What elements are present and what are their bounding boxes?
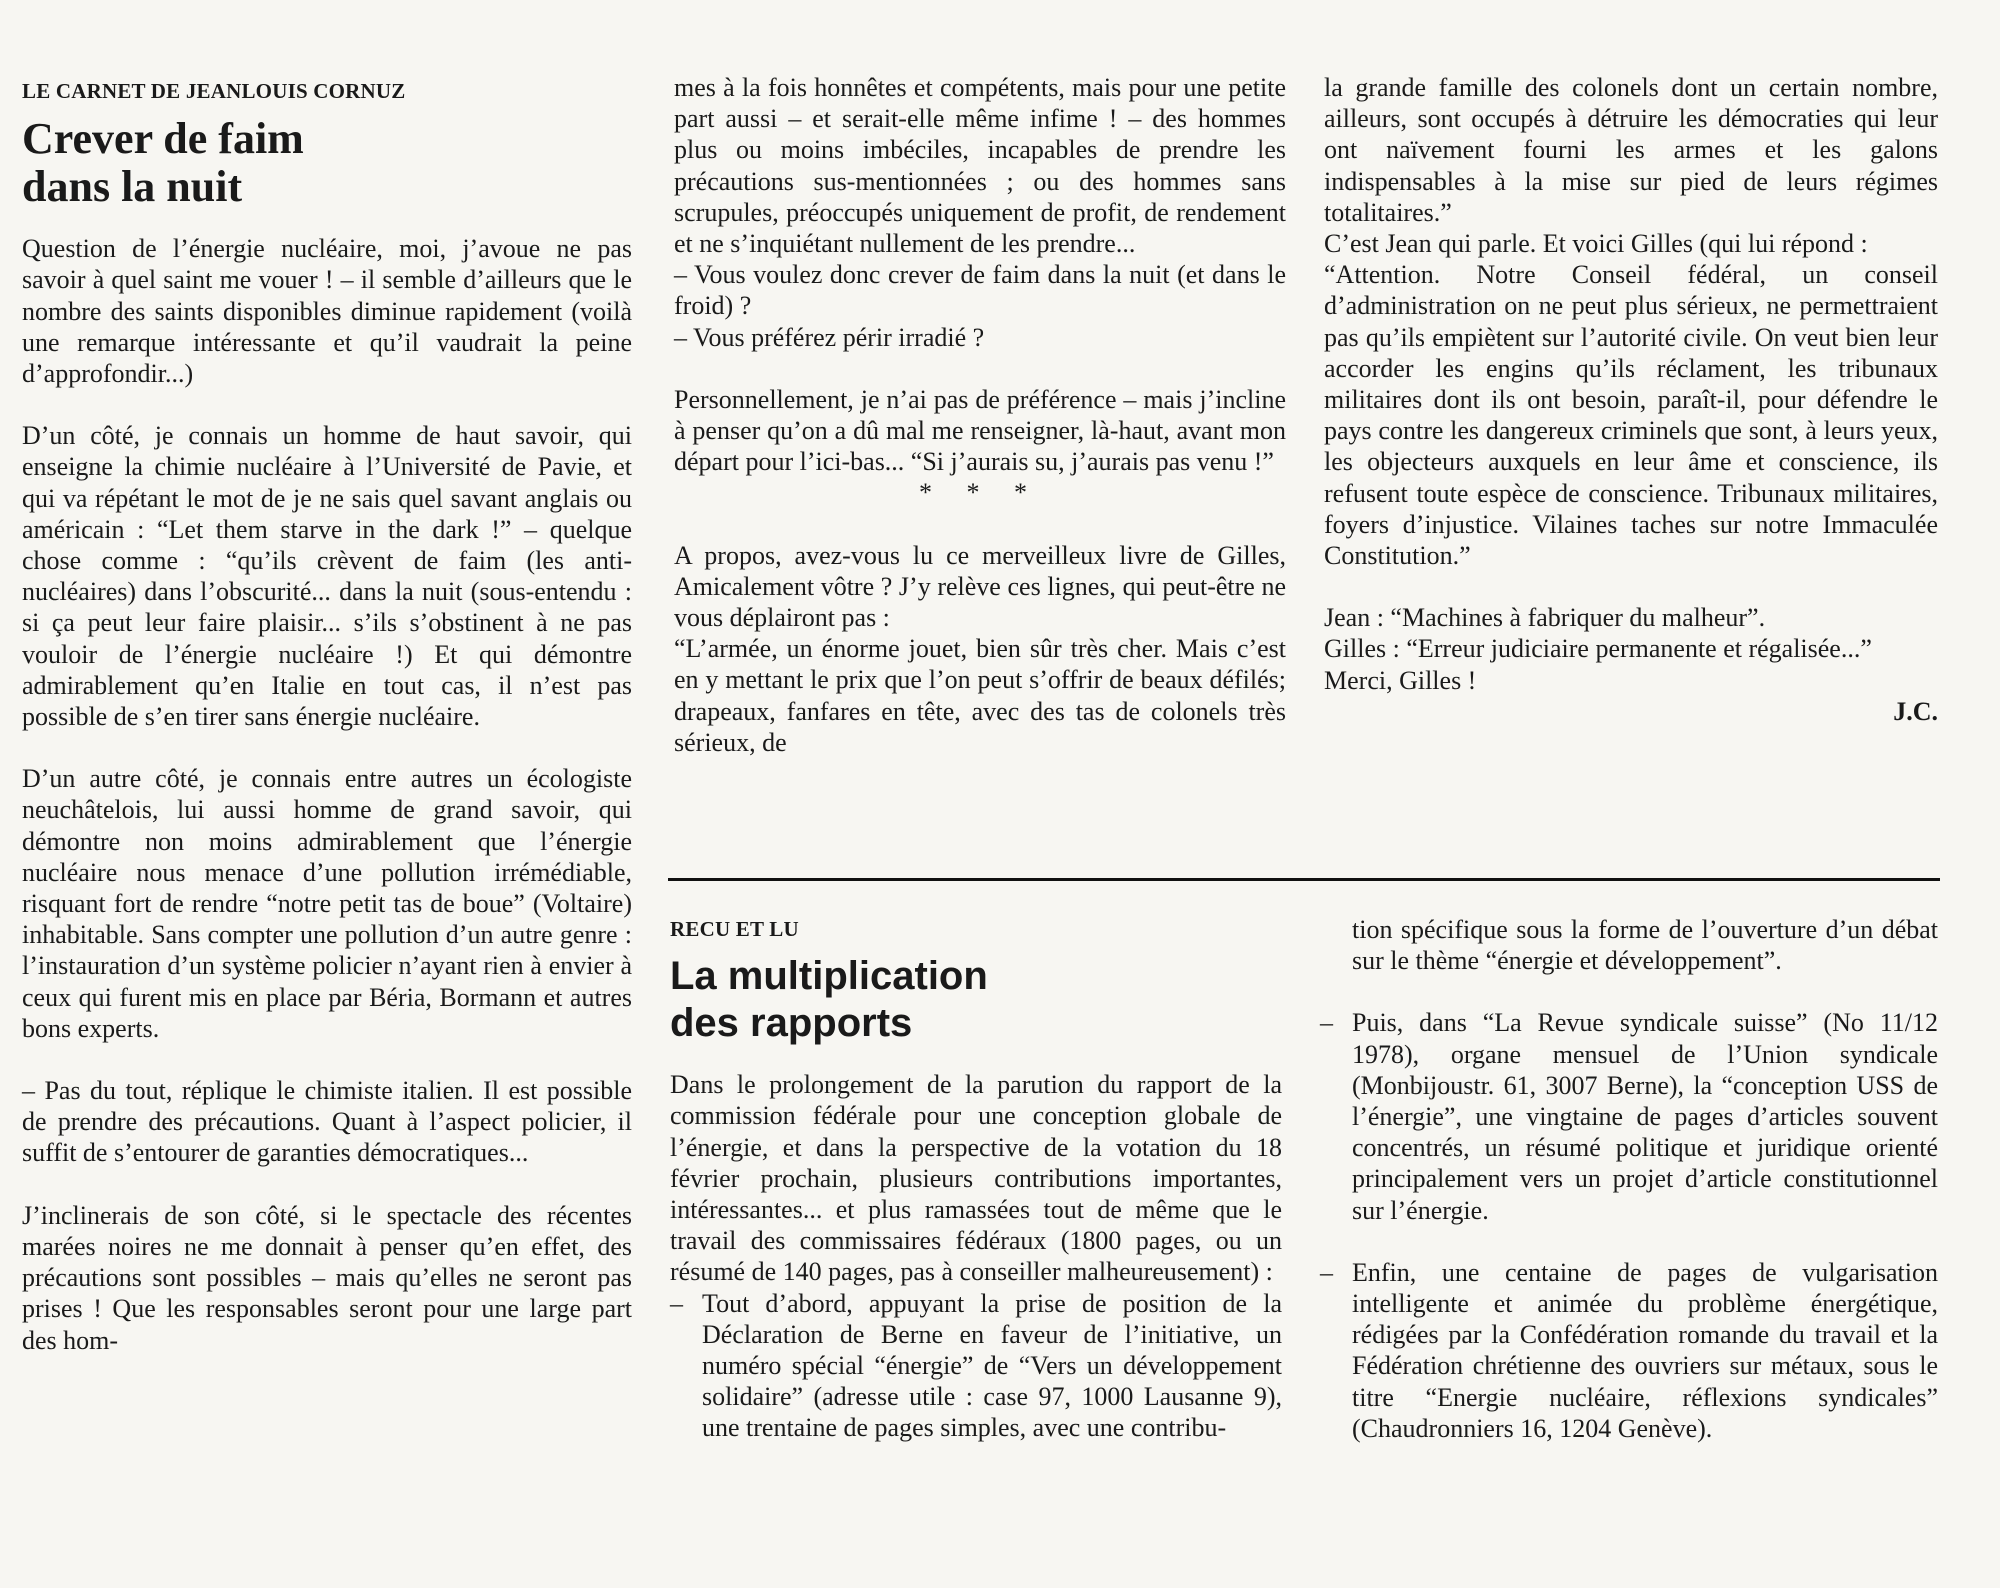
list-item: [1320, 1257, 1938, 1444]
article2-title: [670, 953, 1282, 1047]
paragraph: mes à la fois honnêtes et compétents, mais pour une petite part aussi – et serait-elle même infime ! – des hommes plus ou moins imbéciles, incapables de prendre les précautions sus-mentionnées ; ou des hommes sans scrupules, préoccupés uniquement de profit, de rendement et ne s’inquiétant nullement de les prendre...: [674, 73, 1286, 259]
paragraph: – Vous voulez donc crever de faim dans la nuit (et dans le froid) ?: [674, 260, 1286, 321]
paragraph: Gilles : “Erreur judiciaire permanente et régalisée...”: [1324, 634, 1872, 664]
list-item-text: Enfin, une centaine de pages de vulgarisation intelligente et animée du problème énergétique, rédigées par la Confédération romande du travail et la Fédération chrétienne des ouvriers sur métaux, sous le titre “Energie nucléaire, réflexions syndicales” (Chaudronniers 16, 1204 Genève).: [1352, 1257, 1938, 1443]
list-dash: –: [1320, 1008, 1333, 1038]
paragraph: “Attention. Notre Conseil fédéral, un conseil d’administration on ne peut plus sérieux, ne permettraient pas qu’ils empiètent sur l’autorité civile. On veut bien leur accorder les engins qu’ils réclament, les tribunaux militaires dont ils ont besoin, paraît-il, pour défendre le pays contre les dangereux criminels que sont, à leurs yeux, les objecteurs auxquels en leur âme et conscience, ils refusent toute espèce de conscience. Tribunaux militaires, foyers d’injustice. Vilaines taches sur notre Immaculée Constitution.”: [1324, 260, 1938, 571]
paragraph: A propos, avez-vous lu ce merveilleux livre de Gilles, Amicalement vôtre ? J’y relève ces lignes, qui peut-être ne vous déplairont pas :: [674, 540, 1286, 633]
article1-column-3: [1324, 72, 1938, 727]
list-item: [670, 1288, 1282, 1444]
article2-kicker: RECU ET LU: [670, 917, 799, 941]
article2-title-line1: La multiplication: [670, 954, 988, 999]
horizontal-divider: [668, 878, 1940, 881]
article2-column-2: [1320, 914, 1938, 1444]
article2-column-1: [670, 914, 1282, 1444]
section-separator: * * *: [919, 478, 1041, 508]
list-item-text: tion spécifique sous la forme de l’ouverture d’un débat sur le thème “énergie et développement”.: [1352, 915, 1938, 976]
list-item: [1320, 1007, 1938, 1225]
paragraph: D’un autre côté, je connais entre autres un écologiste neuchâtelois, lui aussi homme de grand savoir, qui démontre non moins admirablement que l’énergie nucléaire nous menace d’une pollution irrémédiable, risquant fort de rendre “notre petit tas de boue” (Voltaire) inhabitable. Sans compter une pollution d’un autre genre : l’instauration d’un système policier n’ayant rien à envier à ceux qui furent mis en place par Béria, Bormann et autres bons experts.: [22, 764, 632, 1043]
paragraph: “L’armée, un énorme jouet, bien sûr très cher. Mais c’est en y mettant le prix que l’on peut s’offrir de beaux défilés; drapeaux, fanfares en tête, avec des tas de colonels très sérieux, de: [674, 634, 1286, 757]
article1-title: [22, 115, 632, 211]
article1-title-line2: dans la nuit: [22, 162, 243, 212]
list-item-continuation: [1320, 914, 1938, 976]
article2-title-line2: des rapports: [670, 1001, 913, 1046]
article1-column-2: [674, 72, 1286, 758]
list-item-text: Puis, dans “La Revue syndicale suisse” (No 11/12 1978), organe mensuel de l’Union syndicale (Monbijoustr. 61, 3007 Berne), la “conception USS de l’énergie”, une vingtaine de pages d’articles souvent concentrés, un résumé politique et juridique orienté principalement vers un projet d’article constitutionnel sur l’énergie.: [1352, 1008, 1938, 1225]
article1-title-line1: Crever de faim: [22, 114, 304, 164]
paragraph: J’inclinerais de son côté, si le spectacle des récentes marées noires ne me donnait à penser qu’en effet, des précautions sont possibles – mais qu’elles ne seront pas prises ! Que les responsables seront pour une large part des hom-: [22, 1200, 632, 1355]
article1-column-1: [22, 76, 632, 1356]
paragraph: – Pas du tout, réplique le chimiste italien. Il est possible de prendre des précautions. Quant à l’aspect policier, il suffit de s’entourer de garanties démocratiques...: [22, 1076, 632, 1168]
list-item-text: Tout d’abord, appuyant la prise de position de la Déclaration de Berne en faveur de l’initiative, un numéro spécial “énergie” de “Vers un développement solidaire” (adresse utile : case 97, 1000 Lausanne 9), une trentaine de pages simples, avec une contribu-: [702, 1288, 1282, 1443]
paragraph: – Vous préférez périr irradié ?: [674, 322, 985, 352]
paragraph: C’est Jean qui parle. Et voici Gilles (qui lui répond :: [1324, 229, 1868, 259]
paragraph: Question de l’énergie nucléaire, moi, j’avoue ne pas savoir à quel saint me vouer ! – il semble d’ailleurs que le nombre des saints disponibles diminue rapidement (voilà une remarque intéressante et qu’il vaudrait la peine d’approfondir...): [22, 234, 632, 389]
paragraph: D’un côté, je connais un homme de haut savoir, qui enseigne la chimie nucléaire à l’Université de Pavie, et qui va répétant le mot de je ne sais quel savant anglais ou américain : “Let them starve in the dark !” – quelque chose comme : “qu’ils crèvent de faim (les anti-nucléaires) dans l’obscurité... dans la nuit (sous-entendu : si ça peut leur faire plaisir... s’ils s’obstinent à ne pas vouloir de l’énergie nucléaire !) Et qui démontre admirablement qu’en Italie en tout cas, il n’est pas possible de s’en tirer sans énergie nucléaire.: [22, 421, 632, 732]
paragraph: Merci, Gilles !: [1324, 665, 1477, 695]
paragraph: Personnellement, je n’ai pas de préférence – mais j’incline à penser qu’on a dû mal me renseigner, là-haut, avant mon départ pour l’ici-bas... “Si j’aurais su, j’aurais pas venu !”: [674, 384, 1286, 477]
list-dash: –: [670, 1288, 683, 1318]
list-dash: –: [1320, 1257, 1333, 1287]
paragraph: Dans le prolongement de la parution du rapport de la commission fédérale pour une conception globale de l’énergie, et dans la perspective de la votation du 18 février prochain, plusieurs contributions importantes, intéressantes... et plus ramassées tout de même que le travail des commissaires fédéraux (1800 pages, ou un résumé de 140 pages, pas à conseiller malheureusement) :: [670, 1070, 1282, 1287]
paragraph: la grande famille des colonels dont un certain nombre, ailleurs, sont occupés à détruire les démocraties qui leur ont naïvement fourni les armes et les galons indispensables à la mise sur pied de leurs régimes totalitaires.”: [1324, 73, 1938, 227]
article1-kicker: LE CARNET DE JEANLOUIS CORNUZ: [22, 79, 406, 103]
paragraph: Jean : “Machines à fabriquer du malheur”.: [1324, 603, 1766, 633]
article1-signature: J.C.: [1893, 696, 1938, 726]
